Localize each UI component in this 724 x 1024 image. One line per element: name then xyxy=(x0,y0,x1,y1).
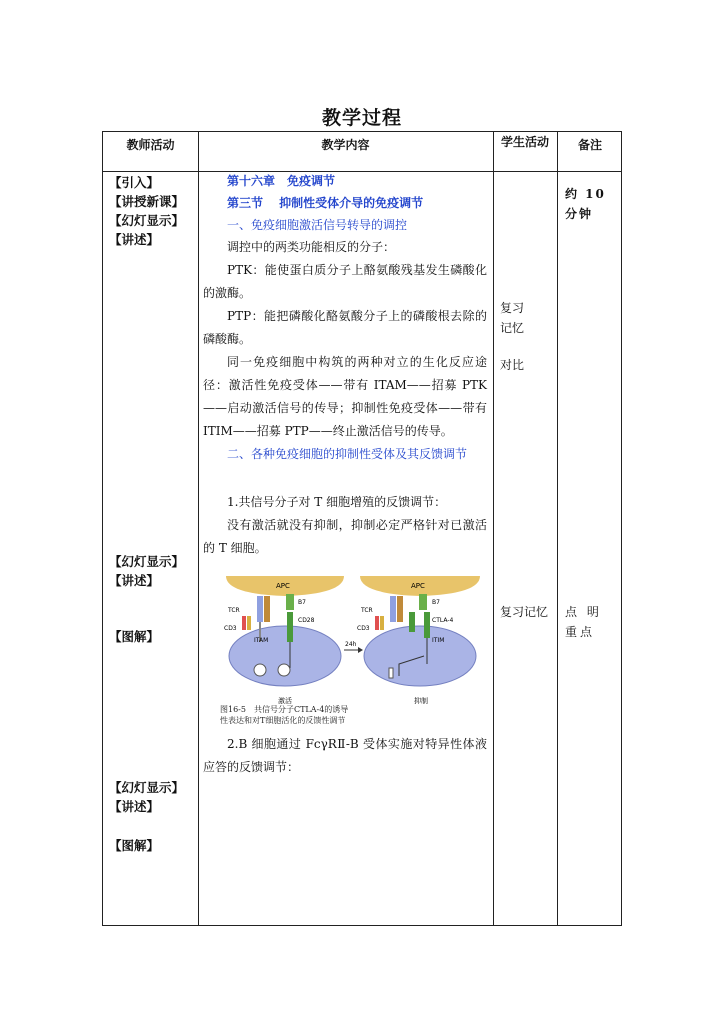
paragraph: PTK：能使蛋白质分子上酪氨酸残基发生磷酸化的激酶。 xyxy=(203,263,487,300)
content-block-3 xyxy=(203,733,487,779)
apc-label: APC xyxy=(276,582,290,590)
teacher-group-2 xyxy=(109,552,197,590)
tcr-label: TCR xyxy=(361,607,373,614)
teacher-item: 【讲述】 xyxy=(109,232,160,247)
paragraph: PTP：能把磷酸化酪氨酸分子上的磷酸根去除的磷酸酶。 xyxy=(203,309,487,346)
figure-caption xyxy=(220,704,390,726)
nucleus-icon xyxy=(254,664,266,676)
paragraph: 1.共信号分子对 T 细胞增殖的反馈调节： xyxy=(227,495,447,509)
itam-label: ITAM xyxy=(254,637,269,644)
blocked-arrow-icon xyxy=(389,668,393,678)
b7-ligand xyxy=(286,594,294,610)
cd3-molecule xyxy=(375,616,379,630)
apc-label: APC xyxy=(411,582,425,590)
teacher-item: 【讲述】 xyxy=(109,799,160,814)
teacher-item: 【讲述】 xyxy=(109,573,160,588)
tcr-receptor xyxy=(390,596,396,622)
section-title: 第三节 抑制性受体介导的免疫调节 xyxy=(227,196,424,210)
b7-ligand xyxy=(419,594,427,610)
cd3-label: CD3 xyxy=(224,625,237,632)
t-cell-shape xyxy=(364,626,476,686)
mhc-molecule xyxy=(397,596,403,622)
teacher-item: 【图解】 xyxy=(109,838,160,853)
header-student: 学生活动 xyxy=(500,135,549,149)
table-divider xyxy=(557,132,558,925)
time-note: 约 10 分钟 xyxy=(565,187,606,221)
chapter-title: 第十六章 免疫调节 xyxy=(227,174,336,188)
table-divider xyxy=(198,132,199,925)
teacher-group-3 xyxy=(109,778,197,816)
teacher-diagram-1 xyxy=(109,627,197,646)
teacher-item: 【幻灯显示】 xyxy=(109,213,185,228)
heading-1: 一、免疫细胞激活信号转导的调控 xyxy=(227,218,408,232)
header-content: 教学内容 xyxy=(321,138,370,152)
caption-line: 图16-5 共信号分子CTLA-4的诱导 xyxy=(220,705,349,714)
cd3-molecule xyxy=(242,616,246,630)
student-note: 复习 xyxy=(500,301,525,315)
mhc-molecule xyxy=(264,596,270,622)
tcr-receptor xyxy=(257,596,263,622)
b7-label: B7 xyxy=(432,599,440,606)
teacher-group-1 xyxy=(109,173,197,249)
paragraph: 调控中的两类功能相反的分子： xyxy=(227,240,396,254)
lesson-table xyxy=(102,131,622,926)
paragraph: 2.B 细胞通过 FcγRⅡ-B 受体实施对特异性体液应答的反馈调节： xyxy=(203,737,487,774)
teacher-diagram-2 xyxy=(109,836,197,855)
table-divider xyxy=(493,132,494,925)
cd3-molecule xyxy=(247,616,251,630)
right-caption: 抑制 xyxy=(414,697,428,705)
nucleus-icon xyxy=(278,664,290,676)
ctla4-receptor xyxy=(424,612,430,638)
teacher-item: 【讲授新课】 xyxy=(109,194,185,209)
cd3-molecule xyxy=(380,616,384,630)
header-notes: 备注 xyxy=(577,138,602,152)
t-cell-shape xyxy=(229,626,341,686)
heading-2: 二、各种免疫细胞的抑制性受体及其反馈调节 xyxy=(227,447,468,461)
student-note: 记忆 xyxy=(500,321,525,335)
arrowhead-icon xyxy=(358,647,363,653)
teacher-item: 【幻灯显示】 xyxy=(109,554,185,569)
teacher-item: 【幻灯显示】 xyxy=(109,780,185,795)
ctla4-receptor xyxy=(409,612,415,632)
cd3-label: CD3 xyxy=(357,625,370,632)
caption-line: 性表达和对T细胞活化的反馈性调节 xyxy=(220,716,346,725)
tcr-label: TCR xyxy=(228,607,240,614)
student-note: 对比 xyxy=(500,358,525,372)
teacher-item: 【引入】 xyxy=(109,175,160,190)
paragraph: 同一免疫细胞中构筑的两种对立的生化反应途径：激活性免疫受体——带有 ITAM——招募 PTK——启动激活信号的传导；抑制性免疫受体——带有 ITIM——招募 PTP——终止激活信号的传导。 xyxy=(203,355,487,438)
paragraph: 没有激活就没有抑制，抑制必定严格针对已激活的 T 细胞。 xyxy=(203,518,487,555)
header-teacher: 教师活动 xyxy=(126,138,175,152)
cd28-label: CD28 xyxy=(298,617,315,624)
left-caption: 激活 xyxy=(278,697,292,705)
content-block-1 xyxy=(203,170,487,466)
cd28-receptor xyxy=(287,612,293,642)
emphasis-note: 点 明 重点 xyxy=(565,605,602,639)
time-label: 24h xyxy=(345,641,357,648)
diagram-svg xyxy=(224,576,483,706)
content-block-2 xyxy=(203,491,487,560)
teacher-item: 【图解】 xyxy=(109,629,160,644)
itim-label: ITIM xyxy=(432,637,445,644)
b7-label: B7 xyxy=(298,599,306,606)
page-title: 教学过程 xyxy=(321,107,402,129)
ctla4-label: CTLA-4 xyxy=(432,617,454,624)
student-note: 复习记忆 xyxy=(500,605,549,619)
